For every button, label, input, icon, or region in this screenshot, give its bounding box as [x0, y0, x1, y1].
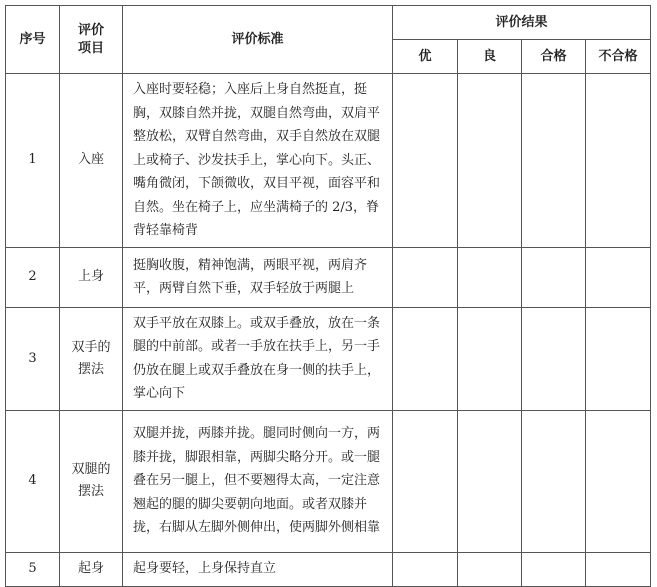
grade-pass-cell[interactable]: [522, 247, 586, 307]
grade-excellent-cell[interactable]: [393, 247, 458, 307]
grade-excellent-cell[interactable]: [393, 307, 458, 410]
grade-fail-cell[interactable]: [586, 410, 651, 552]
header-grade-excellent: 优: [393, 40, 458, 74]
row-item: 上身: [60, 247, 123, 307]
grade-fail-cell[interactable]: [586, 552, 651, 586]
header-grade-good: 良: [458, 40, 522, 74]
table-row: [6, 410, 651, 552]
grade-excellent-cell[interactable]: [393, 552, 458, 586]
grade-good-cell[interactable]: [458, 552, 522, 586]
row-no: 4: [6, 410, 60, 552]
grade-pass-cell[interactable]: [522, 552, 586, 586]
row-item: 双手的 摆法: [60, 307, 123, 410]
grade-pass-cell[interactable]: [522, 74, 586, 248]
grade-good-cell[interactable]: [458, 247, 522, 307]
row-no: 1: [6, 74, 60, 248]
row-no: 3: [6, 307, 60, 410]
row-standard: 起身要轻，上身保持直立: [123, 552, 393, 586]
header-standard: 评价标准: [123, 6, 393, 74]
row-standard: 双手平放在双膝上。或双手叠放，放在一条腿的中前部。或者一手放在扶手上，另一手仍放在腿上或双手叠放在身一侧的扶手上，掌心向下: [123, 307, 393, 410]
grade-fail-cell[interactable]: [586, 74, 651, 248]
row-no: 5: [6, 552, 60, 586]
grade-pass-cell[interactable]: [522, 410, 586, 552]
grade-pass-cell[interactable]: [522, 307, 586, 410]
table-row: [6, 552, 651, 586]
table-row: [6, 307, 651, 410]
header-grade-fail: 不合格: [586, 40, 651, 74]
row-item: 双腿的 摆法: [60, 410, 123, 552]
grade-good-cell[interactable]: [458, 74, 522, 248]
table-row: [6, 247, 651, 307]
grade-fail-cell[interactable]: [586, 307, 651, 410]
header-item: 评价 项目: [60, 6, 123, 74]
row-item: 入座: [60, 74, 123, 248]
row-item: 起身: [60, 552, 123, 586]
row-standard: 入座时要轻稳；入座后上身自然挺直，挺胸，双膝自然并拢，双腿自然弯曲，双肩平整放松，双臂自然弯曲，双手自然放在双腿上或椅子、沙发扶手上，掌心向下。头正、嘴角微闭，下颌微收，双目平视，面容平和自然。坐在椅子上，应坐满椅子的 2/3，脊背轻靠椅背: [123, 74, 393, 248]
row-standard: 挺胸收腹，精神饱满，两眼平视，两肩齐平，两臂自然下垂，双手轻放于两腿上: [123, 247, 393, 307]
grade-good-cell[interactable]: [458, 307, 522, 410]
row-standard: 双腿并拢，两膝并拢。腿同时侧向一方，两膝并拢，脚跟相靠，两脚尖略分开。或一腿叠在另一腿上，但不要翘得太高，一定注意翘起的腿的脚尖要朝向地面。或者双膝并拢，右脚从左脚外侧伸出，使两脚外侧相靠: [123, 410, 393, 552]
header-grade-pass: 合格: [522, 40, 586, 74]
header-no: 序号: [6, 6, 60, 74]
grade-excellent-cell[interactable]: [393, 74, 458, 248]
row-no: 2: [6, 247, 60, 307]
header-row-1: [6, 6, 651, 40]
grade-excellent-cell[interactable]: [393, 410, 458, 552]
evaluation-table: [5, 5, 651, 587]
grade-good-cell[interactable]: [458, 410, 522, 552]
grade-fail-cell[interactable]: [586, 247, 651, 307]
header-result: 评价结果: [393, 6, 651, 40]
table-row: [6, 74, 651, 248]
